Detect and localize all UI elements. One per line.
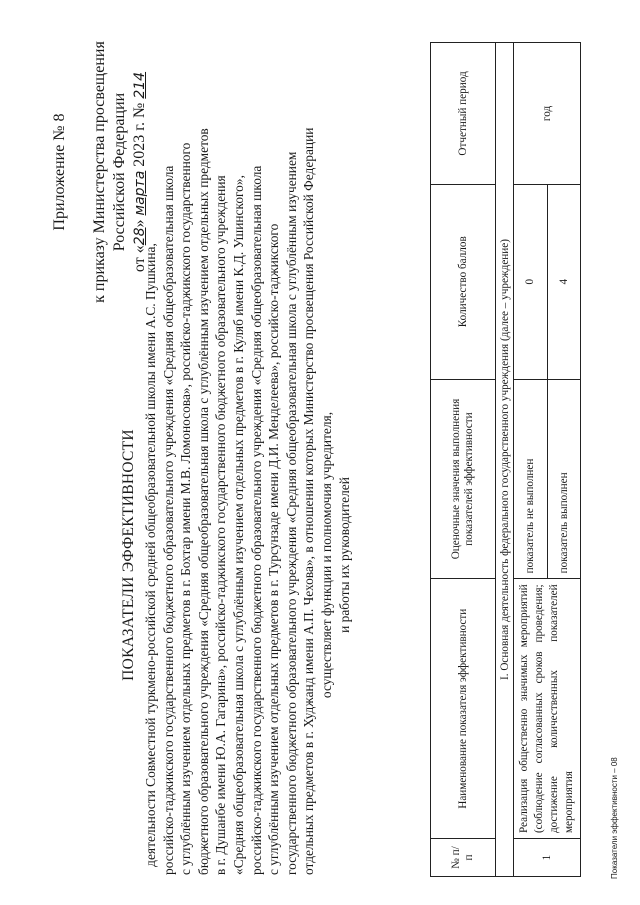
date-prefix: от « <box>131 245 148 273</box>
appendix-number: Приложение № 8 <box>51 113 68 231</box>
description-line: в г. Душанбе имени Ю.А. Гагарина», российско-таджикского государственного бюджетного образовательного учреждения <box>213 175 229 875</box>
header-name: Наименование показателя эффективности <box>431 579 496 839</box>
header-num: № п/п <box>431 839 496 877</box>
header-score: Количество баллов <box>431 184 496 379</box>
table-row <box>514 43 548 877</box>
description-line: с углублённым изучением отдельных предметов в г. Турсунзаде имени Д.И. Менделеева», российско-таджикского <box>266 223 282 875</box>
description-line: государственного бюджетного образовательного учреждения «Средняя общеобразовательная школа с углублённым изучением <box>283 151 299 875</box>
header-period: Отчетный период <box>431 43 496 185</box>
row-number: 1 <box>514 839 581 877</box>
date-year: 2023 г. № <box>131 102 148 167</box>
date-mid: » <box>131 219 148 228</box>
row-score: 0 <box>514 184 548 379</box>
document-description <box>142 127 353 875</box>
description-line: отдельных предметов в г. Худжанд имени А.П. Чехова», в отношении которых Министерство просвещения Российской Федерации <box>301 127 317 875</box>
description-line: деятельности Совместной туркмено-российской средней общеобразовательной школы имени А.С. Пушкина, <box>143 243 158 867</box>
table-header-row <box>431 43 496 877</box>
order-reference-line1: к приказу Министерства просвещения <box>91 41 108 303</box>
order-reference-line2: Российской Федерации <box>111 92 128 252</box>
date-day: 28 <box>132 227 148 246</box>
description-line: с углублённым изучением отдельных предметов в г. Бохтар имени М.В. Ломоносова», российско-таджикского государственного <box>178 142 194 875</box>
section-title: I. Основная деятельность федерального государственного учреждения (далее – учреждение) <box>496 43 514 877</box>
description-line: «Средняя общеобразовательная школа с углублённым изучением отдельных предметов в г. Куляб имени К.Д. Ушинского», <box>230 175 246 875</box>
description-line: российско-таджикского государственного бюджетного образовательного учреждения «Средняя общеобразовательная школа <box>160 165 176 875</box>
section-row <box>496 43 514 877</box>
document-title: ПОКАЗАТЕЛИ ЭФФЕКТИВНОСТИ <box>120 429 137 681</box>
description-line: российско-таджикского государственного бюджетного образовательного учреждения «Средняя общеобразовательная школа <box>248 165 264 875</box>
row-criteria: показатель выполнен <box>547 379 581 579</box>
row-indicator-name: Реализация общественно значимых мероприятий (соблюдение согласованных сроков проведения; достижение количественных показателей мероприятия <box>514 579 581 839</box>
row-score: 4 <box>547 184 581 379</box>
header-criteria: Оценочные значения выполнения показателей эффективности <box>431 379 496 579</box>
description-line: бюджетного образовательного учреждения «Средняя общеобразовательная школа с углублённым изучением отдельных предметов <box>195 128 211 875</box>
kpi-table <box>430 42 581 877</box>
order-number: 214 <box>132 71 148 99</box>
row-period: год <box>514 43 581 185</box>
page-footer: Показатели эффективности – 08 <box>610 757 619 879</box>
date-month: марта <box>132 170 148 216</box>
description-line: осуществляет функции и полномочия учредителя, <box>318 411 334 699</box>
row-criteria: показатель не выполнен <box>514 379 548 579</box>
description-line: и работы их руководителей <box>336 477 352 633</box>
